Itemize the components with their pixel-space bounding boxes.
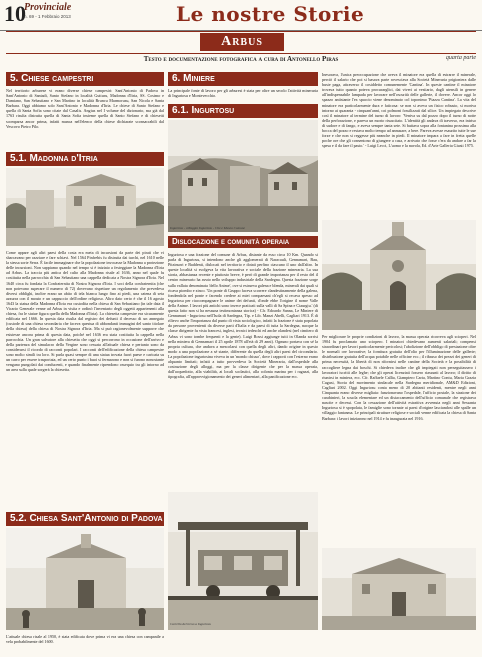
sant-antonio-photo	[6, 528, 164, 630]
rubric-title: Le nostre Storie	[176, 2, 365, 26]
page-number: 10	[4, 1, 26, 26]
scioperi-text: Per migliorare le proprie condizioni di lavoro, la massa operaia ricorreva agli scioperi. Nel 1904 fu proclamato uno sciopero. I minatori chiedevano aumenti salariali; compensi straordinari per lavori particolarmente pericolosi; l'abolizione dell'obbligo di prestazione oltre le normali ore lavorative; la fornitura gratuita dell'olio per l'illuminazione delle gallerie; distribuzione gratuita dell'acqua potabile nelle officine ecc.; il ribasso dei prezzi dei generi di prima necessità, la libertà di non rifornirsi nelle cantine della Società e la possibilità di raccogliere legna dai boschi. Si chiedeva inoltre che gli impiegati non perseguitassero i lavoratori iscritti alle leghe; che gli operai licenziati fossero riassunti al lavoro; il diritto di riunirsi in miniera, ecc. Cfr. Raffaele Callia, Giampiero Carta, Martino Contu, Maria Grazia Cugusi, Storia del movimento sindacale nella Sardegna meridionale, AM&D Edizioni, Cagliari 2002. Oggi Ingurtosu conta meno di 20 abitanti residenti, mentre negli anni Cinquanta erano diverse migliaia: funzionavano l'ospedale, l'ufficio postale, la stazione dei carabinieri, la scuola elementare ed un distaccamento dell'ufficio comunale che registrava nascite e decessi. Con la cessazione dell'attività estrattiva avvenuta negli anni Sessanta Ingurtosu si è spopolata, le famiglie sono tornate ai paesi d'origine lasciandosi alle spalle un villaggio fantasma. Le principali strutture religiose e sociali venne edificata la chiesa di Santa Barbara: i lavori iniziarono nel 1914 e fu inaugurata nel 1916.	[322, 334, 476, 421]
train-photo-caption: Carrello del treno a Ingurtosu	[170, 622, 211, 626]
madonna-itria-text: Come appare agli altri paesi della costa era meta di incursioni da parte dei pirati che vi sbarcavano per razziare e fare schiavi. Nel 1564 Pinfrebis fu distrutta dai turchi, nel 1610 nelle la stessa sorte Serra. È facile immaginare che la popolazione invocasse la Madonna a protezione delle incursioni. Non sappiamo quando nel tempo si è iniziato a festeggiare la Madonna d'Itria ad Arbus. La traccia più antica del culto alla Madonna risale al 1636, anno nel quale fu costituita nella parrocchia di San Sebastiano una cappella dedicata a Nostra Signora d'Itria. Nel 1640 circa fu fondata la Confraternita di Nostra Signora d'Itria. I soci della confraternita (che non potevano superare il numero di 72) dovevano rispettare un regolamento che prevedeva diversi obblighi, inoltre erano un abito di tela bianca lungo fino ai piedi, una catena di seta azzurra con il mouto e un cappuccio dell'ordine religioso. Altro dato certo è che il 16 agosto 1643 la statua della Madonna d'Itria era custodita nella chiesa di San Sebastiano (in tale data il Vicario Generale venne ad Arbus in visita e ordinò l'inventario degli oggetti appartenenti alla chiesa, fra le statue figura quella della Madonna d'Itria). La chiesetta campestre era sicuramente edificata nel 1666. In questa data risulta dal registro dei defunti il decesso di un annegato (custode di una chiesa secondaria che faceva questua di abbondanti immagini del santo titolare della chiesa) della chiesa di Nostra Signora d'Itria. Ma si può ragionevolmente supporre che esistesse ancora prima di questa data, poiché nel 1636 era stata costituita la cappella nella parrocchia. Un gran salvatore alla chiesetta che oggi si percorrono in occasione dell'arrivo e della partenza del simulacro della Vergine sono cessata all'attuale chiesa e pertanto sono da considerarsi il ricordo di racconti popolari. I racconti dell'edificazione della chiesa campestre sono molto simili tra loro. Si parla quasi sempre di una statua trovata fuori paese e caricata su un carro per essere trasportata, ed un certo punto i buoi si fermarono e non si furono nonostante vengano pungolati dai conducenti, e quando finalmente riprendono ossequio tra gli intorno ad un area sulla quale sorgerà la chiesetta.	[6, 250, 164, 373]
article-subtitle: Testo e documentazione fotografica a cura di Antonello Piras	[143, 55, 339, 63]
chiesa-santa-barbara-photo	[322, 548, 476, 630]
ingurtosu-photo	[168, 120, 318, 232]
madonna-itria-photo	[6, 168, 164, 246]
chiese-campestri-text: Nel territorio arburese vi erano diverse chiese campestri: Sant'Antonio di Padova in Sant'Antonio di Santadi, Santo Stefano in località Gutturu, Madonna d'Itria, SS. Cosimo e Damiano, San Sebastiano e San Martino in località Bruncu Marmorusu, San Nicola e Santa Barbara. Oggi abbiamo solo Sant'Antonio e Madonna d'Itria. Le chiese di Santo Stefano e quella di Santa Sofia sono citate dal Casalis. Angius nel I volume del dizionario, ma già dal 1763 risulta distrutta quella di Santa Sofia insieme quella di Santo Stefano e di chiesetti scomparsa ancor prima, infatti manca nell'elenco della chiese dichiarate sconsacrabili dal Vescovo Pietro Pilo.	[6, 88, 164, 129]
cantina-text: Inesorava, l'unica preoccupazione che aveva il minatore era quella di estrarre il minerale, perciò il salario che poi si basava parte rovesciava alla Società Mineraria prigioniera dalle buste paga, attraverso il cosiddetto comunemente 'Cantina'. In queste cantine il minatore trovava tutto quanto poteva procurarglici, dai viveri ai vestiario, dagli utensili in genere all'indispensabile lampada per lavorare nell'oscurità delle gallerie, il dovere. Ancor oggi lo spazzo antistante l'ex spaccio viene denominato col toponimo 'Piazza Cantina'. La vita del minatore era particolarmente dura e faticosa: se non si aveva un fisico robusto, si moriva intorno ai quaranta - cinquant'anni, coi polmoni fossilizzati dal silice. Un impiegato descrive così il minatore al termine del turno di lavoro: 'Veniva su dal pozzo dopo il turno di notte della perforazione, e pareva un morto risuscitato. L'identità gli andava di traverso, era intriso di sudore e di fango, e aveva sempre tanta sete. Si buttava sopra alla fontanina prossima alla bocca del pozzo e restava molto tempo ad annusare, a bere. Pareva avesse esaurito tutte le sue forze e che non si reggesse più neanche in piedi. Il minatore impara a fare in fretta quelle poche ore che gli consentono di giungere a casa, e arrivato che fosse c'era da andare a far la spesa e il da fare il pasto.' - Luigi Lecci, L'uomo e la navola, Ed. d'Arte Galleria Giusti 1975.	[322, 72, 476, 149]
article-title: Arbus	[200, 33, 284, 51]
section-chiese-campestri: 5. Chiese campestri	[6, 72, 164, 86]
miniere-text: La principale fonte di lavoro per gli arburesi è stata per oltre un secolo l'attività mineraria di Ingurtosu e Montevecchio.	[168, 88, 318, 99]
top-rule	[6, 31, 476, 32]
issue-line: n. 69 - 1 Febbraio 2013	[24, 14, 71, 19]
masthead	[0, 0, 482, 31]
dislocazione-text: Ingurtosu e una frazione del comune di Arbus, distante da esso circa 10 Km. Quando si parla di Ingurtosu, si intendono anche gli agglomerati di Naracauli, Gennamari, Bau, Pitzinurri e Baddenti, dislocati nel territorio e dotati perfino ciascuno il uno dall'altro. In queste località si svolgeva la vita lavorativa e sociale della frazione mineraria. La sua storia, abbastanza recente e piuttosto breve, è però di grande importanza per il resto del il centro minerario ha avuto nello sviluppo industriale della Sardegna. Questa frazione sorge sulla vallata denominata 'dello Anime', ove si estrueva galena e blenda, minerali dai quali si ricava piombo e zinco. 'Un ponte di Gruppo faceva scorrere clandestinamente della galena, fondendola nel ponte e facendo credere ai miei compaesani ch'egli si recava spesso ad Ingurtosu per riaccompagnare le anime dei defunti, d'onde ebbe l'origine il nome Valle della Anime. I lavori più antichi sono invece praticati sulla valli di Sa Spina e Ciaurgiu.' (di questa fatto non si ha nessuna testimonianza storica) - Cfr. Edoardo Sanna, Le Miniere di Gennamari - Ingurtosu nell'Isola di Sardegna, Tip. e Lib. Manzi Abelli, Cagliari 1913. È di rilievo anche l'importanza dal punto di vista sociologico, infatti la frazione è stata popolata da persone provenienti da diverse parti d'Italia e da paesi di tutta la Sardegna, nacque la classe dirigente fu vista francesi, inglesi, tecnici tedeschi ed anche olandesi (nel cimitero di Arbus vi sono tombe frequenti e la gente). Luigi Rossi aggiunge tutti in Olanda sorrisi nella miniera di Gennamari il 25 aprile 1878 all'età di 29 anni). Ognuno portava con sé la propria cultura, che andava a mescolarsi con quella degli altri, dando origine in questo modo a una popolazione a sé stante, differente da quella degli altri paesi del circondario. La popolazione ingurtosina viveva in un 'mondo chiuso', dove i rapporti con l'esterno erano alquanto limitati; infatti a tutto provvedeva la Società Mineraria, dall'ospedale alla costruzione degli alloggi, ma per la classe dirigente che per la massa operaia, dall'acquedotto, alla viabilità, ai locali scolastici, alla colonia marina per i ragazzi, alla tipografia, all'approvvigionamento dei generi alimentari, alla panificazione ecc.	[168, 252, 318, 380]
section-sant-antonio: 5.2. Chiesa Sant'Antonio di Padova	[6, 512, 164, 526]
title-rule	[6, 53, 476, 54]
train-photo	[168, 492, 318, 630]
sant-antonio-text: L'attuale chiesa risale al 1950, è stata edificata dove prima vi era una chiesa con campanile a vela probabilmente del 1600.	[6, 634, 164, 645]
section-ingurtosu: 6.1. Ingurtosu	[168, 104, 318, 118]
section-madonna-itria: 5.1. Madonna d'Itria	[6, 152, 164, 166]
publication-name: Provinciale	[24, 2, 72, 13]
section-dislocazione: Dislocazione e comunità operaia	[168, 236, 318, 248]
santa-barbara-photo	[322, 220, 476, 330]
ingurtosu-photo-caption: Ingurtosu - villaggio Ingurtosu - Cite e Museo Comune	[170, 226, 245, 230]
page-flag: quarta parte	[445, 55, 476, 61]
section-miniere: 6. Miniere	[168, 72, 318, 86]
